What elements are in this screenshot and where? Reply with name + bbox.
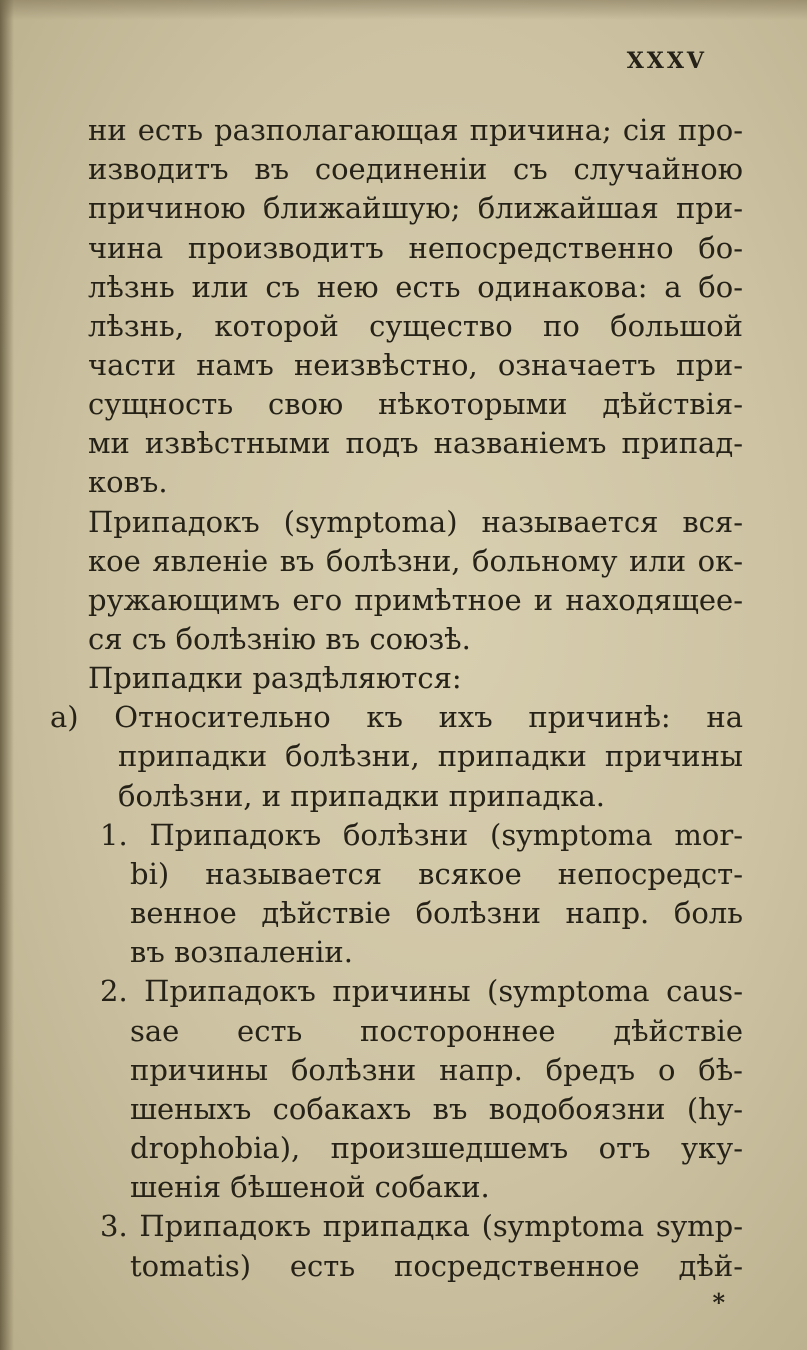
text-line: 1. Припадокъ болѣзни (symptoma mor- [100, 818, 743, 852]
text-line: припадки болѣзни, припадки причины [118, 739, 743, 773]
text-line: tomatis) есть посредственное дѣй- [130, 1249, 743, 1283]
text-line: въ возпаленіи. [130, 935, 353, 969]
text-line: причины болѣзни напр. бредъ о бѣ- [130, 1053, 743, 1087]
text-line: болѣзни, и припадки припадка. [118, 779, 605, 813]
text-line: Припадокъ (symptoma) называется вся- [88, 505, 743, 539]
text-line: ружающимъ его примѣтное и находящее- [88, 583, 743, 617]
text-line: чина производитъ непосредственно бо- [88, 231, 743, 265]
signature-mark: * [712, 1288, 725, 1317]
text-line: причиною ближайшую; ближайшая при- [88, 191, 743, 225]
text-line: лѣзнь или съ нею есть одинакова: а бо- [88, 270, 743, 304]
text-line: drophobia), произшедшемъ отъ уку- [130, 1131, 743, 1165]
text-line: кое явленіе въ болѣзни, больному или ок- [88, 544, 743, 578]
text-line: ни есть разполагающая причина; сія про- [88, 113, 743, 147]
text-line: шеныхъ собакахъ въ водобоязни (hy- [130, 1092, 743, 1126]
page-top-shadow [0, 0, 807, 20]
page-gutter-shadow [0, 0, 14, 1350]
text-line: части намъ неизвѣстно, означаетъ при- [88, 348, 743, 382]
text-line: сущность свою нѣкоторыми дѣйствія- [88, 387, 743, 421]
text-line: лѣзнь, которой существо по большой [88, 309, 743, 343]
text-line: изводитъ въ соединеніи съ случайною [88, 152, 743, 186]
text-line: шенія бѣшеной собаки. [130, 1170, 490, 1204]
text-line: ся съ болѣзнію въ союзѣ. [88, 622, 471, 656]
text-line: а) Относительно къ ихъ причинѣ: на [50, 700, 743, 734]
text-line: Припадки раздѣляются: [88, 661, 462, 695]
text-line: sae есть постороннее дѣйствіе [130, 1014, 743, 1048]
text-line: 2. Припадокъ причины (symptoma caus- [100, 974, 743, 1008]
page-number: XXXV [626, 48, 707, 74]
text-line: ми извѣстными подъ названіемъ припад- [88, 426, 743, 460]
text-line: bi) называется всякое непосредст- [130, 857, 743, 891]
text-line: венное дѣйствіе болѣзни напр. боль [130, 896, 743, 930]
text-line: 3. Припадокъ припадка (symptoma symp- [100, 1209, 743, 1243]
text-line: ковъ. [88, 465, 168, 499]
